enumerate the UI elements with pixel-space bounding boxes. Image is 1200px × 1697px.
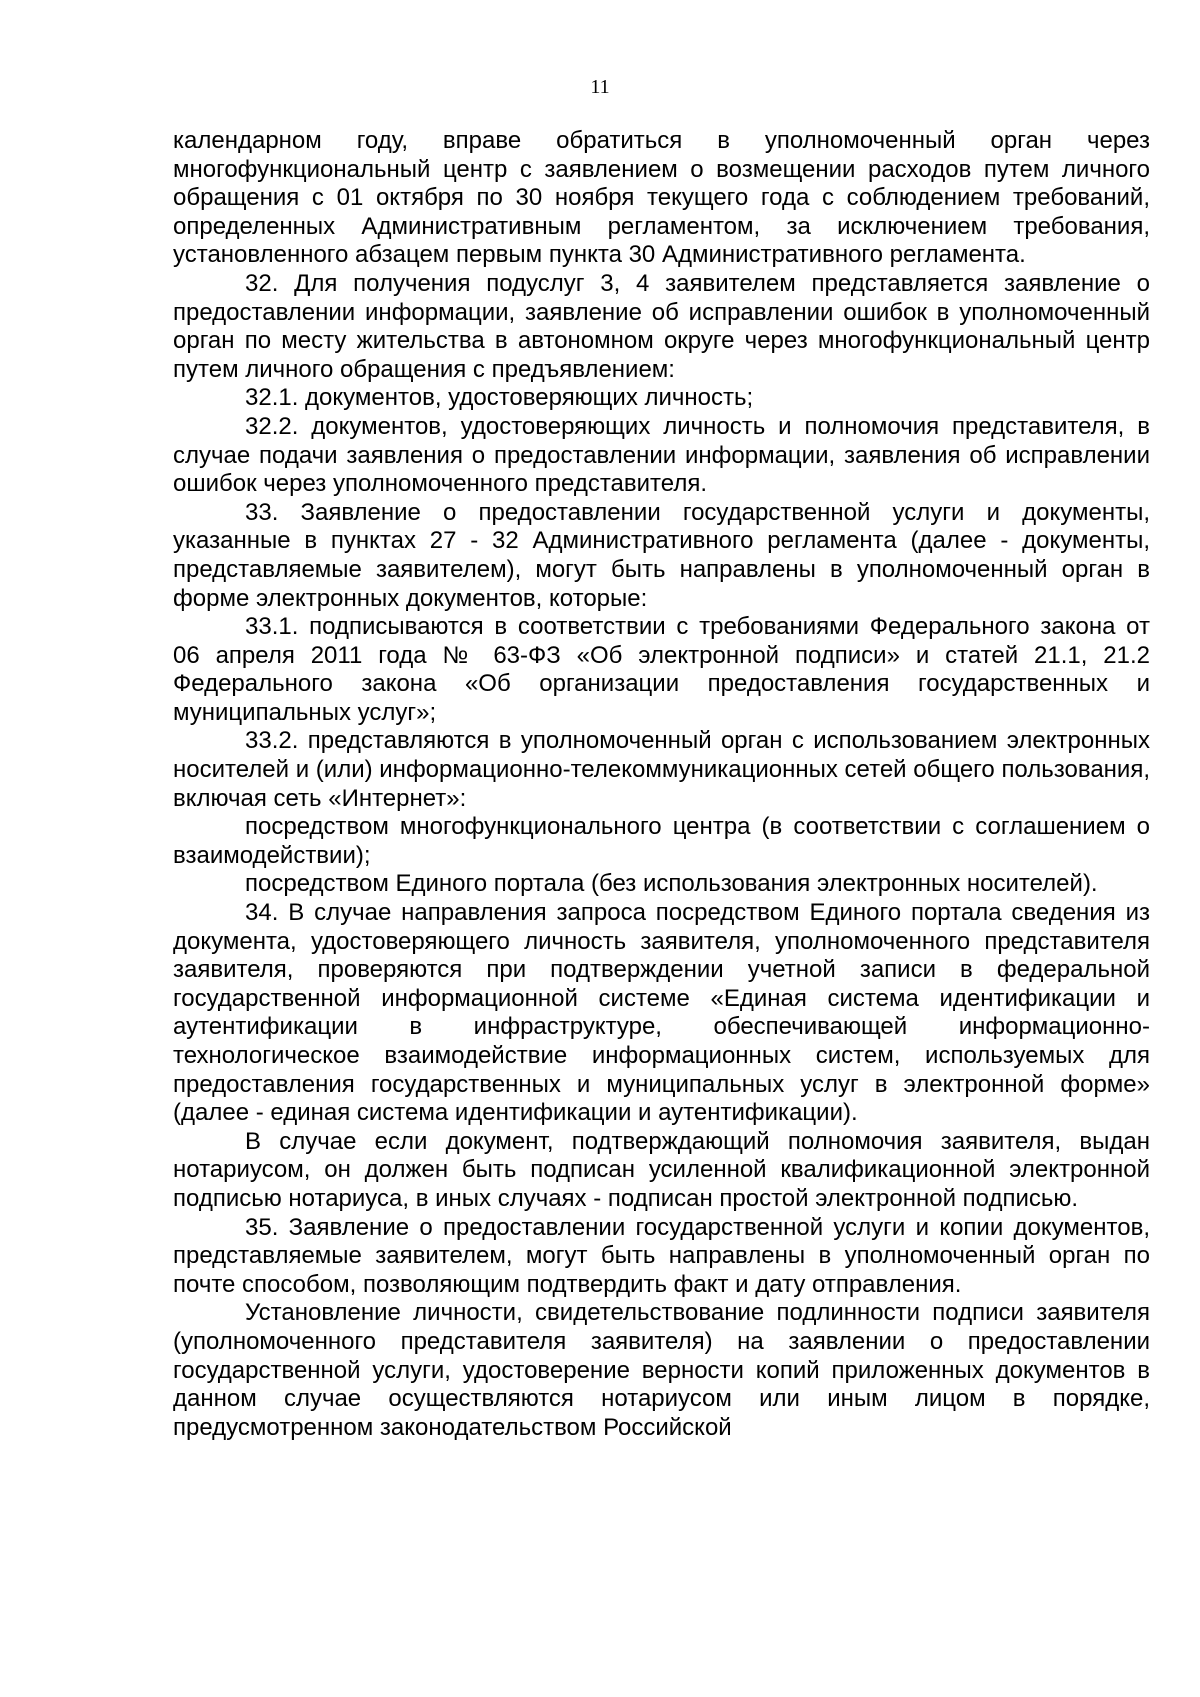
paragraph-35: 35. Заявление о предоставлении государственной услуги и копии документов, представляемые заявителем, могут быть направлены в уполномоченный орган по почте способом, позволяющим подтвердить факт и дату отправления. bbox=[173, 1213, 1150, 1298]
paragraph-32-1: 32.1. документов, удостоверяющих личность; bbox=[245, 384, 754, 412]
document-body bbox=[173, 127, 1150, 1442]
paragraph-via-mfc: посредством многофункционального центра (в соответствии с соглашением о взаимодействии); bbox=[173, 813, 1150, 869]
paragraph-33: 33. Заявление о предоставлении государственной услуги и документы, указанные в пунктах 27 - 32 Административного регламента (далее - документы, представляемые заявителем), могут быть направлены в уполномоченный орган в форме электронных документов, которые: bbox=[173, 498, 1150, 612]
paragraph-34: 34. В случае направления запроса посредством Единого портала сведения из документа, удостоверяющего личность заявителя, уполномоченного представителя заявителя, проверяются при подтверждении учетной записи в федеральной государственной информационной системе «Единая система идентификации и аутентификации в инфраструктуре, обеспечивающей информационно-технологическое взаимодействие информационных систем, используемых для предоставления государственных и муниципальных услуг в электронной форме» (далее - единая система идентификации и аутентификации). bbox=[173, 899, 1150, 1127]
paragraph-33-1: 33.1. подписываются в соответствии с требованиями Федерального закона от 06 апреля 2011 года № 63-ФЗ «Об электронной подписи» и статей 21.1, 21.2 Федерального закона «Об организации предоставления государственных и муниципальных услуг»; bbox=[173, 613, 1150, 726]
paragraph-identity-verification: Установление личности, свидетельствование подлинности подписи заявителя (уполномоченного представителя заявителя) на заявлении о предоставлении государственной услуги, удостоверение верности копий приложенных документов в данном случае осуществляются нотариусом или иным лицом в порядке, предусмотренном законодательством Российской bbox=[173, 1299, 1150, 1441]
paragraph-continuation: календарном году, вправе обратиться в уполномоченный орган через многофункциональный центр с заявлением о возмещении расходов путем личного обращения с 01 октября по 30 ноября текущего года с соблюдением требований, определенных Административным регламентом, за исключением требования, установленного абзацем первым пункта 30 Административного регламента. bbox=[173, 127, 1150, 269]
page-number: 11 bbox=[590, 76, 610, 98]
paragraph-33-2: 33.2. представляются в уполномоченный орган с использованием электронных носителей и (или) информационно-телекоммуникационных сетей общего пользования, включая сеть «Интернет»: bbox=[173, 727, 1150, 812]
paragraph-32: 32. Для получения подуслуг 3, 4 заявителем представляется заявление о предоставлении информации, заявление об исправлении ошибок в уполномоченный орган по месту жительства в автономном округе через многофункциональный центр путем личного обращения с предъявлением: bbox=[173, 269, 1150, 383]
paragraph-notary-signature: В случае если документ, подтверждающий полномочия заявителя, выдан нотариусом, он должен быть подписан усиленной квалификационной электронной подписью нотариуса, в иных случаях - подписан простой электронной подписью. bbox=[173, 1127, 1150, 1212]
paragraph-32-2: 32.2. документов, удостоверяющих личность и полномочия представителя, в случае подачи заявления о предоставлении информации, заявления об исправлении ошибок через уполномоченного представителя. bbox=[173, 412, 1150, 498]
paragraph-via-portal: посредством Единого портала (без использования электронных носителей). bbox=[245, 870, 1098, 898]
